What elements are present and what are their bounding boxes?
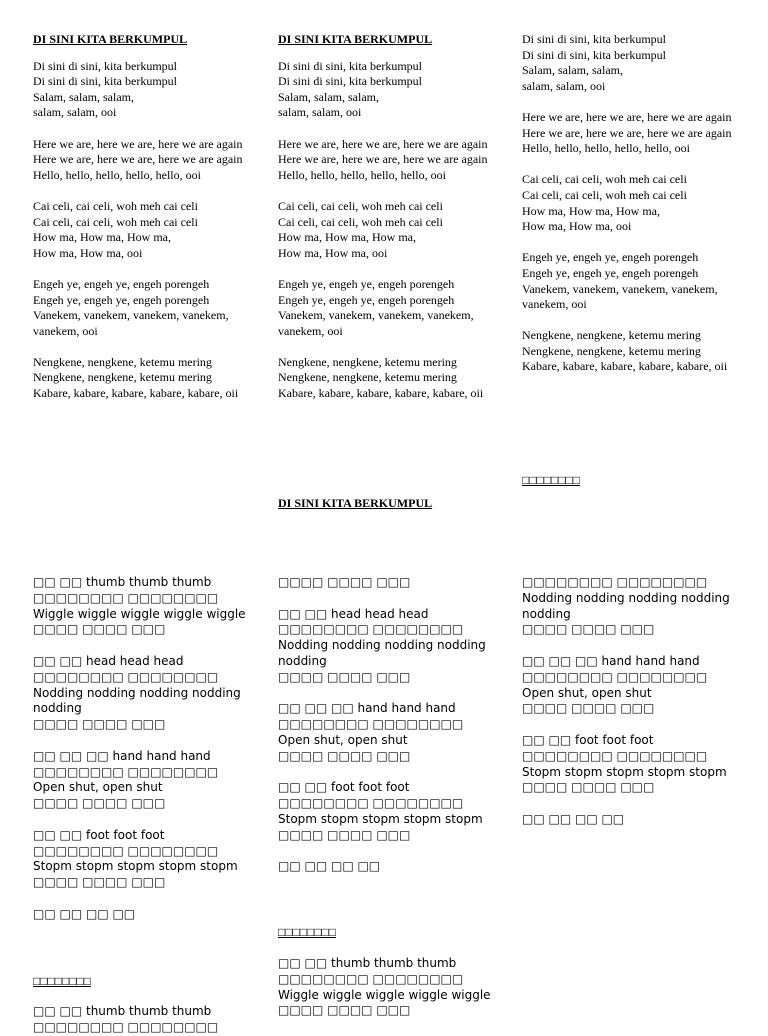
- action-stanza-hand: [522, 654, 752, 717]
- lyric-line: Here we are, here we are, here we are again: [522, 109, 732, 124]
- action-stanza-foot: [278, 780, 508, 843]
- lyric-line: Vanekem, vanekem, vanekem, vanekem,: [278, 308, 474, 323]
- lyric-line: Engeh ye, engeh ye, engeh porengeh: [522, 250, 699, 265]
- action-line: □□ □□ □□ hand hand hand: [33, 748, 211, 763]
- action-stanza-hand: [278, 701, 508, 764]
- action-line: Stopm stopm stopm stopm stopm: [278, 811, 483, 826]
- song-title: DI SINI KITA BERKUMPUL: [33, 32, 188, 46]
- lyric-line: Salam, salam, salam,: [33, 89, 134, 104]
- action-line: □□ □□ head head head: [278, 606, 429, 621]
- stanza-2: [522, 110, 752, 157]
- lyric-line: Di sini di sini, kita berkumpul: [522, 47, 666, 62]
- lyric-line: Cai celi, cai celi, woh meh cai celi: [33, 214, 198, 229]
- box-line: □□□□□□□□ □□□□□□□□: [33, 669, 219, 684]
- lyric-line: How ma, How ma, How ma,: [33, 230, 171, 245]
- lyric-line: Nengkene, nengkene, ketemu mering: [33, 354, 212, 369]
- stanza-4: [33, 277, 263, 339]
- lyric-line: Di sini di sini, kita berkumpul: [522, 32, 666, 46]
- lyric-line: Here we are, here we are, here we are again: [278, 152, 488, 167]
- stanza-3: [522, 172, 752, 234]
- box-line: □□ □□ □□ □□: [278, 859, 381, 874]
- lyric-line: Cai celi, cai celi, woh meh cai celi: [522, 187, 687, 202]
- lyric-line: Kabare, kabare, kabare, kabare, kabare, oii: [522, 359, 728, 374]
- lyrics-column-1: [33, 32, 263, 417]
- lyric-line: Salam, salam, salam,: [278, 89, 379, 104]
- stanza-5: [33, 355, 263, 402]
- box-line: □□□□ □□□□ □□□: [522, 780, 655, 795]
- box-heading: □□□□□□□□: [522, 473, 580, 487]
- lyric-line: How ma, How ma, ooi: [33, 245, 143, 260]
- action-line: □□ □□ foot foot foot: [522, 732, 654, 747]
- final-line: [278, 859, 508, 875]
- lyric-line: salam, salam, ooi: [278, 105, 362, 120]
- box-line: □□□□□□□□ □□□□□□□□: [33, 1019, 219, 1034]
- box-line: □□□□ □□□□ □□□: [278, 1003, 411, 1018]
- lyric-line: Di sini di sini, kita berkumpul: [33, 58, 177, 73]
- lyric-line: Engeh ye, engeh ye, engeh porengeh: [33, 292, 210, 307]
- box-line: □□□□ □□□□ □□□: [278, 669, 411, 684]
- lyric-line: Vanekem, vanekem, vanekem, vanekem,: [522, 281, 718, 296]
- final-line: [522, 812, 752, 828]
- action-line: Open shut, open shut: [33, 780, 163, 795]
- actions-column-1: [33, 575, 263, 938]
- stanza-3: [33, 199, 263, 261]
- box-line: □□□□□□□□ □□□□□□□□: [33, 590, 219, 605]
- lyric-line: vanekem, ooi: [33, 323, 98, 338]
- action-stanza-foot: [522, 733, 752, 796]
- lyric-line: How ma, How ma, How ma,: [522, 203, 660, 218]
- stanza-3: [278, 199, 508, 261]
- action-line: □□ □□ □□ hand hand hand: [278, 701, 456, 716]
- box-heading: □□□□□□□□: [278, 925, 336, 939]
- lyrics-column-2: [278, 32, 508, 417]
- action-line: □□ □□ thumb thumb thumb: [33, 1004, 212, 1018]
- stanza-2: [278, 137, 508, 184]
- action-stanza-foot: [33, 828, 263, 891]
- lyric-line: Cai celi, cai celi, woh meh cai celi: [33, 198, 198, 213]
- action-line: Open shut, open shut: [522, 685, 652, 700]
- lyric-line: Di sini di sini, kita berkumpul: [33, 74, 177, 89]
- lyric-line: Kabare, kabare, kabare, kabare, kabare, oii: [278, 386, 484, 401]
- lyric-line: Kabare, kabare, kabare, kabare, kabare, oii: [33, 386, 239, 401]
- action-line: □□ □□ thumb thumb thumb: [278, 956, 457, 970]
- box-line: □□□□ □□□□ □□□: [278, 748, 411, 763]
- action-line: Nodding nodding nodding nodding nodding: [33, 685, 241, 716]
- lyric-line: Nengkene, nengkene, ketemu mering: [33, 370, 212, 385]
- lyric-line: Here we are, here we are, here we are again: [522, 125, 732, 140]
- action-line: Wiggle wiggle wiggle wiggle wiggle: [33, 606, 246, 621]
- action-line: Stopm stopm stopm stopm stopm: [33, 859, 238, 874]
- box-line: □□□□□□□□ □□□□□□□□: [33, 764, 219, 779]
- action-line: □□ □□ head head head: [33, 653, 184, 668]
- lyric-line: Here we are, here we are, here we are again: [33, 152, 243, 167]
- lyric-line: Engeh ye, engeh ye, engeh porengeh: [522, 265, 699, 280]
- lyric-line: salam, salam, ooi: [33, 105, 117, 120]
- lyric-line: How ma, How ma, ooi: [278, 245, 388, 260]
- lyric-line: Hello, hello, hello, hello, hello, ooi: [278, 167, 446, 182]
- lyric-line: Hello, hello, hello, hello, hello, ooi: [33, 167, 201, 182]
- action-line: □□ □□ thumb thumb thumb: [33, 575, 212, 589]
- box-line: □□ □□ □□ □□: [522, 811, 625, 826]
- final-line: [33, 907, 263, 923]
- box-line: □□□□ □□□□ □□□: [522, 701, 655, 716]
- action-stanza-head: [33, 654, 263, 733]
- action-stanza-thumb: [33, 575, 263, 638]
- lyric-line: Here we are, here we are, here we are again: [278, 136, 488, 151]
- lyric-line: Here we are, here we are, here we are again: [33, 136, 243, 151]
- lyric-line: Nengkene, nengkene, ketemu mering: [522, 328, 701, 343]
- stanza-1: [33, 59, 263, 121]
- action-line: Stopm stopm stopm stopm stopm: [522, 764, 727, 779]
- lyric-line: Engeh ye, engeh ye, engeh porengeh: [33, 276, 210, 291]
- action-line: Open shut, open shut: [278, 732, 408, 747]
- lyric-line: Engeh ye, engeh ye, engeh porengeh: [278, 276, 455, 291]
- actions-column-1-continued: [33, 1004, 263, 1036]
- box-line: □□□□ □□□□ □□□: [33, 875, 166, 890]
- box-line: □□□□□□□□ □□□□□□□□: [522, 669, 708, 684]
- lyric-line: Cai celi, cai celi, woh meh cai celi: [522, 172, 687, 187]
- lyric-line: salam, salam, ooi: [522, 78, 606, 93]
- box-line: □□ □□ □□ □□: [33, 906, 136, 921]
- stanza-4: [522, 250, 752, 312]
- box-line: □□□□ □□□□ □□□: [33, 796, 166, 811]
- lyric-line: Nengkene, nengkene, ketemu mering: [278, 370, 457, 385]
- box-line: □□□□ □□□□ □□□: [522, 622, 655, 637]
- box-line: □□□□□□□□ □□□□□□□□: [278, 971, 464, 986]
- lyric-line: vanekem, ooi: [278, 323, 343, 338]
- lyric-line: How ma, How ma, How ma,: [278, 230, 416, 245]
- action-stanza-nodding: [522, 575, 752, 638]
- stanza-5: [278, 355, 508, 402]
- box-line: □□□□□□□□ □□□□□□□□: [278, 796, 464, 811]
- action-line: □□ □□ □□ hand hand hand: [522, 653, 700, 668]
- lyric-line: Nengkene, nengkene, ketemu mering: [278, 354, 457, 369]
- box-line: □□□□ □□□□ □□□: [33, 622, 166, 637]
- action-line: Nodding nodding nodding nodding nodding: [278, 638, 486, 668]
- box-line: □□□□□□□□ □□□□□□□□: [522, 748, 708, 763]
- lyric-line: vanekem, ooi: [522, 297, 587, 312]
- lyric-line: How ma, How ma, ooi: [522, 219, 632, 234]
- lyric-line: Engeh ye, engeh ye, engeh porengeh: [278, 292, 455, 307]
- box-line: □□□□ □□□□ □□□: [278, 575, 411, 589]
- lyric-line: Di sini di sini, kita berkumpul: [278, 74, 422, 89]
- box-line: □□□□□□□□ □□□□□□□□: [278, 717, 464, 732]
- actions-column-3: [522, 575, 752, 844]
- lyrics-column-3: [522, 32, 752, 391]
- stanza-1: [278, 59, 508, 121]
- lyric-line: Cai celi, cai celi, woh meh cai celi: [278, 198, 443, 213]
- stanza-2: [33, 137, 263, 184]
- action-line: Nodding nodding nodding nodding nodding: [522, 590, 730, 621]
- lyric-line: Nengkene, nengkene, ketemu mering: [522, 343, 701, 358]
- action-stanza-hand: [33, 749, 263, 812]
- actions-column-2-continued: [278, 956, 508, 1019]
- box-line: □□□□□□□□ □□□□□□□□: [522, 575, 708, 589]
- box-heading: □□□□□□□□: [33, 974, 91, 988]
- lyric-line: Hello, hello, hello, hello, hello, ooi: [522, 141, 690, 156]
- song-title: DI SINI KITA BERKUMPUL: [278, 496, 433, 510]
- action-line: □□ □□ foot foot foot: [33, 827, 165, 842]
- action-line: Wiggle wiggle wiggle wiggle wiggle: [278, 987, 491, 1002]
- stanza-1: [522, 32, 752, 94]
- box-line: □□□□□□□□ □□□□□□□□: [278, 622, 464, 637]
- lyric-line: Cai celi, cai celi, woh meh cai celi: [278, 214, 443, 229]
- action-stanza-head: [278, 607, 508, 686]
- box-line: □□□□□□□□ □□□□□□□□: [33, 843, 219, 858]
- lyric-line: Vanekem, vanekem, vanekem, vanekem,: [33, 308, 229, 323]
- actions-column-2: [278, 575, 508, 891]
- stanza-5: [522, 328, 752, 375]
- lyric-line: Di sini di sini, kita berkumpul: [278, 58, 422, 73]
- box-line: □□□□ □□□□ □□□: [278, 827, 411, 842]
- song-title: DI SINI KITA BERKUMPUL: [278, 32, 433, 46]
- stanza-4: [278, 277, 508, 339]
- action-stanza-intro: [278, 575, 508, 591]
- box-line: □□□□ □□□□ □□□: [33, 717, 166, 732]
- lyric-line: Salam, salam, salam,: [522, 63, 623, 78]
- action-line: □□ □□ foot foot foot: [278, 780, 410, 795]
